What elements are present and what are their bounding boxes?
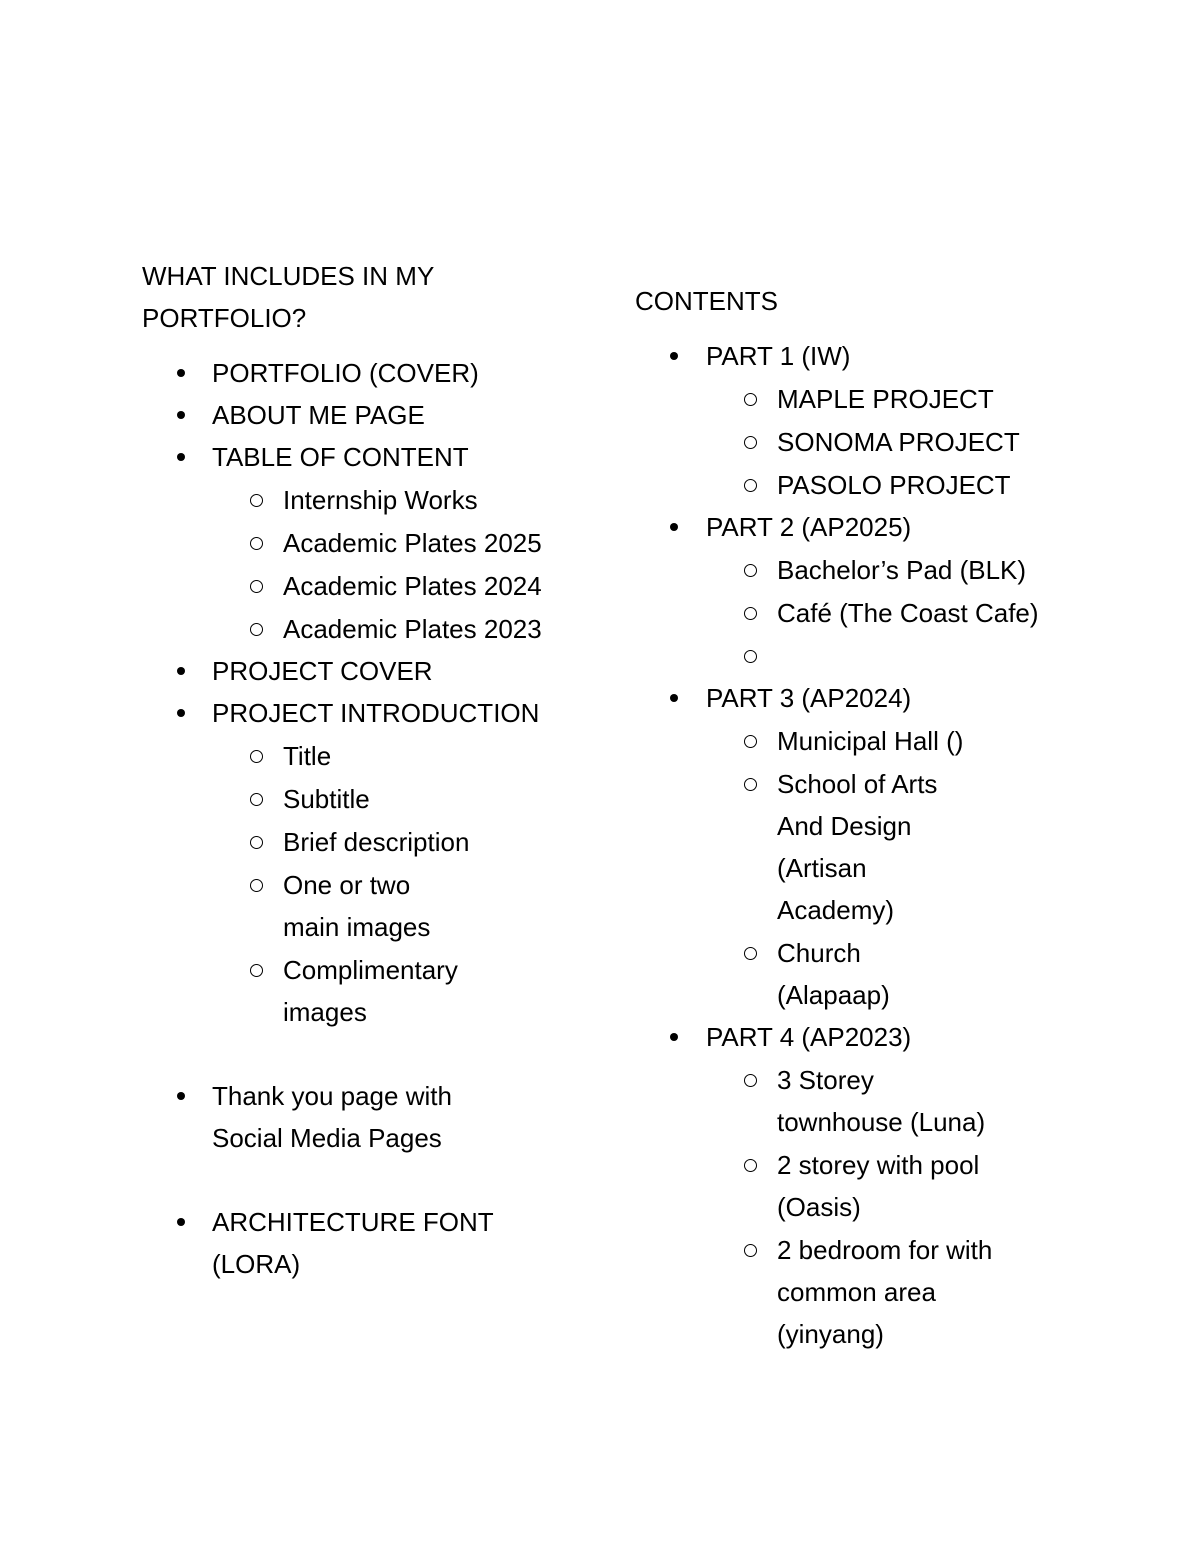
sub-list-item-label: Complimentary images xyxy=(283,955,458,1027)
list-item xyxy=(142,394,582,436)
list-item xyxy=(142,650,582,692)
sub-list-item xyxy=(706,720,976,762)
sub-list-item xyxy=(706,635,1075,677)
left-column xyxy=(142,255,582,1285)
sub-list-item-label: Café (The Coast Cafe) xyxy=(777,598,1039,628)
sub-list-item xyxy=(706,1059,1006,1143)
sub-list-item xyxy=(706,421,1075,463)
list-item-label: Thank you page with Social Media Pages xyxy=(212,1081,452,1153)
right-heading: CONTENTS xyxy=(635,286,778,316)
sub-list-item xyxy=(706,932,976,1016)
sub-list xyxy=(706,378,1075,506)
list-item-label: PROJECT COVER xyxy=(212,656,433,686)
sub-list-item xyxy=(706,592,1075,634)
list-item-label: PART 1 (IW) xyxy=(706,341,851,371)
sub-list-item-label: Bachelor’s Pad (BLK) xyxy=(777,555,1027,585)
list-item-label: TABLE OF CONTENT xyxy=(212,442,469,472)
sub-list-item-label: Title xyxy=(283,741,332,771)
sub-list xyxy=(212,479,582,650)
list-item xyxy=(142,436,582,650)
sub-list-item-label: Church (Alapaap) xyxy=(777,938,890,1010)
sub-list-item xyxy=(706,1229,1006,1355)
left-list xyxy=(142,352,582,1285)
sub-list-item xyxy=(212,608,582,650)
sub-list xyxy=(706,720,976,1016)
sub-list-item xyxy=(212,735,472,777)
sub-list-item-label: One or two main images xyxy=(283,870,431,942)
sub-list-item-label: PASOLO PROJECT xyxy=(777,470,1011,500)
sub-list-item xyxy=(212,778,472,820)
sub-list-item-label: Academic Plates 2023 xyxy=(283,614,542,644)
sub-list-item xyxy=(706,763,976,931)
list-item-label: ABOUT ME PAGE xyxy=(212,400,425,430)
sub-list-item-label: 2 bedroom for with common area (yinyang) xyxy=(777,1235,993,1349)
sub-list-item-label: Internship Works xyxy=(283,485,478,515)
sub-list-item-label: MAPLE PROJECT xyxy=(777,384,994,414)
sub-list-item-label: Brief description xyxy=(283,827,470,857)
left-heading: WHAT INCLUDES IN MY PORTFOLIO? xyxy=(142,261,434,333)
sub-list-item xyxy=(706,464,1075,506)
sub-list-item-label: Academic Plates 2024 xyxy=(283,571,542,601)
list-item-label: PART 4 (AP2023) xyxy=(706,1022,912,1052)
list-item-label: PART 2 (AP2025) xyxy=(706,512,912,542)
list-item-label: ARCHITECTURE FONT (LORA) xyxy=(212,1207,494,1279)
sub-list-item-label: Academic Plates 2025 xyxy=(283,528,542,558)
sub-list-item xyxy=(212,522,582,564)
sub-list-item-label: 2 storey with pool (Oasis) xyxy=(777,1150,980,1222)
list-item xyxy=(635,506,1075,677)
list-item xyxy=(635,1016,1075,1355)
sub-list-item-label: SONOMA PROJECT xyxy=(777,427,1020,457)
sub-list-item-label: School of Arts And Design (Artisan Academy) xyxy=(777,769,938,925)
sub-list xyxy=(706,1059,1006,1355)
sub-list-item xyxy=(706,1144,1006,1228)
list-item-label: PORTFOLIO (COVER) xyxy=(212,358,479,388)
list-item xyxy=(142,352,582,394)
sub-list-item xyxy=(212,565,582,607)
list-item xyxy=(142,692,582,1033)
list-item xyxy=(635,677,1075,1016)
sub-list-item xyxy=(212,479,582,521)
list-item xyxy=(635,335,1075,506)
sub-list-item-label: Municipal Hall () xyxy=(777,726,964,756)
sub-list-item xyxy=(706,378,1075,420)
sub-list xyxy=(706,549,1075,677)
sub-list-item xyxy=(212,949,472,1033)
sub-list-item-label: 3 Storey townhouse (Luna) xyxy=(777,1065,986,1137)
sub-list-item xyxy=(212,864,472,948)
sub-list-item-label: Subtitle xyxy=(283,784,370,814)
list-item xyxy=(142,1201,512,1285)
list-item xyxy=(142,1075,512,1159)
right-column xyxy=(635,280,1075,1355)
sub-list-item xyxy=(212,821,472,863)
sub-list-item xyxy=(706,549,1075,591)
right-list xyxy=(635,335,1075,1355)
sub-list xyxy=(212,735,472,1033)
list-item-label: PROJECT INTRODUCTION xyxy=(212,698,540,728)
list-item-label: PART 3 (AP2024) xyxy=(706,683,912,713)
